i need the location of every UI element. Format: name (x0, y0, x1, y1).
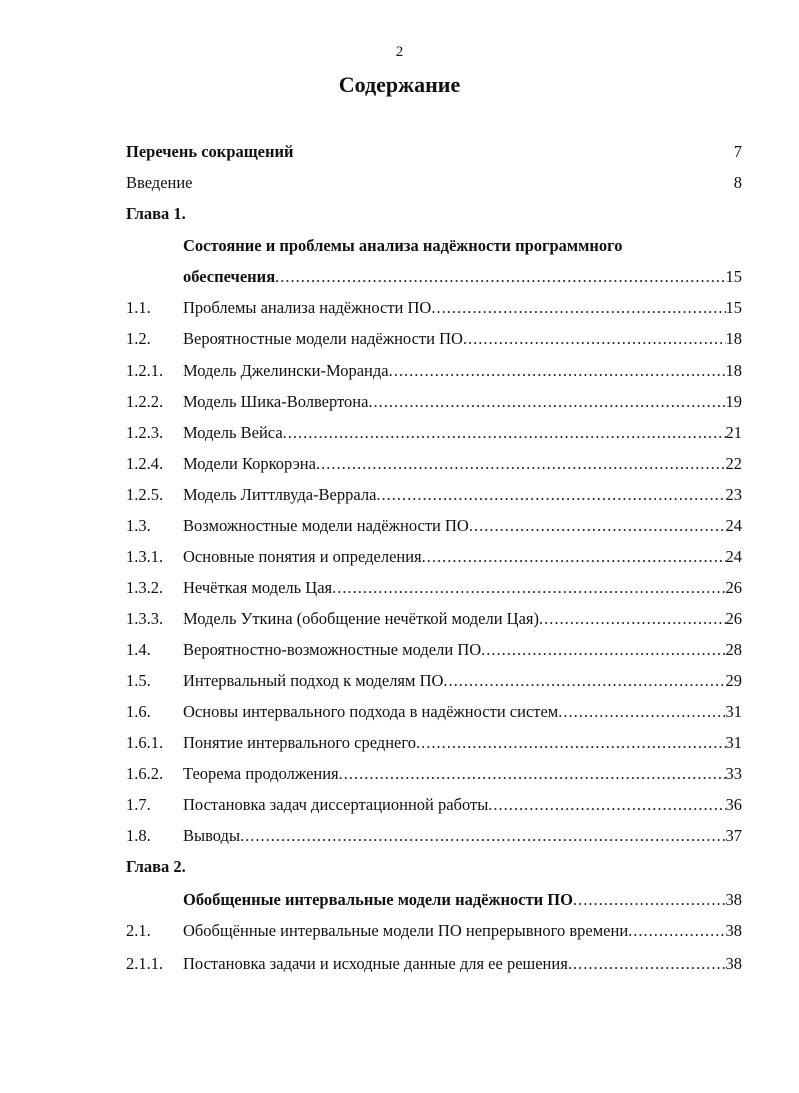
toc-entry-number: 1.1. (126, 298, 151, 317)
dot-leader (463, 327, 726, 351)
toc-entry-body (183, 638, 742, 662)
toc-entry[interactable] (126, 202, 742, 226)
toc-entry-number: 1.8. (126, 826, 151, 845)
toc-entry-title: Модель Вейса (183, 423, 283, 442)
toc-entry[interactable] (126, 919, 742, 943)
toc-entry[interactable] (126, 483, 742, 507)
toc-entry-page: 38 (725, 954, 742, 973)
dot-leader (294, 140, 734, 164)
toc-entry-body (126, 202, 742, 226)
toc-entry[interactable] (126, 762, 742, 786)
toc-entry-title: Перечень сокращений (126, 142, 294, 161)
toc-entry-body (183, 762, 742, 786)
dot-leader (422, 545, 726, 569)
toc-entry-title: Выводы (183, 826, 241, 845)
dot-leader (488, 793, 725, 817)
toc-entry-body (183, 296, 742, 320)
toc-entry-number: 1.3.3. (126, 609, 164, 628)
dot-leader (389, 359, 726, 383)
toc-entry-number: 1.3. (126, 516, 151, 535)
toc-entry[interactable] (126, 793, 742, 817)
toc-entry-title: Модель Джелински-Моранда (183, 361, 389, 380)
toc-entry-body (183, 952, 742, 976)
toc-entry-page: 15 (725, 267, 742, 286)
toc-entry-body (126, 171, 742, 195)
toc-entry-title: Глава 1. (126, 204, 186, 223)
toc-entry-page: 26 (725, 578, 742, 597)
toc-entry-title: Вероятностные модели надёжности ПО (183, 329, 463, 348)
toc-entry-body (183, 919, 742, 943)
toc-entry-page: 37 (725, 826, 742, 845)
toc-entry-title: Понятие интервального среднего (183, 733, 416, 752)
toc-entry-body (183, 731, 742, 755)
toc-entry-number: 1.7. (126, 795, 151, 814)
toc-entry-page: 31 (725, 702, 742, 721)
toc-entry-number: 1.6.1. (126, 733, 164, 752)
toc-entry[interactable] (126, 888, 742, 912)
toc-entry-title: Теорема продолжения (183, 764, 339, 783)
toc-entry[interactable] (126, 390, 742, 414)
page-number: 2 (395, 44, 404, 60)
toc-entry-body (183, 669, 742, 693)
toc-entry-body (183, 607, 742, 631)
toc-entry[interactable] (126, 359, 742, 383)
dot-leader (186, 855, 742, 879)
toc-entry-body (183, 514, 742, 538)
toc-entry-title: Глава 2. (126, 857, 186, 876)
toc-entry[interactable] (126, 669, 742, 693)
toc-entry-title: Обобщенные интервальные модели надёжности ПО (183, 890, 573, 909)
toc-entry-number: 1.6. (126, 702, 151, 721)
page-title: Содержание (338, 72, 461, 97)
toc-entry-title: Обобщённые интервальные модели ПО непрерывного времени (183, 921, 629, 940)
toc-entry[interactable] (126, 171, 742, 195)
toc-entry-title: Модель Шика-Волвертона (183, 392, 369, 411)
toc-entry-body (183, 483, 742, 507)
toc-entry-title: Модели Коркорэна (183, 454, 316, 473)
dot-leader (481, 638, 725, 662)
toc-entry-page: 24 (725, 516, 742, 535)
toc-entry-body (183, 234, 742, 258)
dot-leader (316, 452, 726, 476)
toc-entry-title: обеспечения (183, 267, 276, 286)
dot-leader (539, 607, 726, 631)
toc-entry-title: Основные понятия и определения (183, 547, 422, 566)
toc-entry-body (183, 700, 742, 724)
dot-leader (558, 700, 725, 724)
dot-leader (332, 576, 725, 600)
toc-entry-body (183, 576, 742, 600)
toc-entry[interactable] (126, 638, 742, 662)
toc-entry-page: 18 (725, 361, 742, 380)
toc-entry[interactable] (126, 421, 742, 445)
toc-entry-body (126, 855, 742, 879)
toc-entry-number: 1.6.2. (126, 764, 164, 783)
toc-entry-number: 1.2.1. (126, 361, 164, 380)
toc-entry[interactable] (126, 140, 742, 164)
toc-entry[interactable] (126, 607, 742, 631)
dot-leader (469, 514, 726, 538)
dot-leader (376, 483, 725, 507)
toc-entry[interactable] (126, 296, 742, 320)
dot-leader (443, 669, 725, 693)
toc-entry[interactable] (126, 731, 742, 755)
toc-entry-page: 38 (725, 921, 742, 940)
toc-entry[interactable] (126, 327, 742, 351)
dot-leader (339, 762, 726, 786)
toc-entry-title: Основы интервального подхода в надёжности систем (183, 702, 559, 721)
toc-entry-page: 18 (725, 329, 742, 348)
toc-entry[interactable] (126, 952, 742, 976)
toc-entry-title: Постановка задач диссертационной работы (183, 795, 489, 814)
toc-entry-number: 1.2. (126, 329, 151, 348)
toc-entry[interactable] (126, 855, 742, 879)
toc-entry-page: 19 (725, 392, 742, 411)
toc-entry-body (126, 140, 742, 164)
dot-leader (368, 390, 725, 414)
toc-entry-title: Возможностные модели надёжности ПО (183, 516, 469, 535)
toc-entry[interactable] (126, 700, 742, 724)
toc-entry-page: 38 (725, 890, 742, 909)
toc-entry-number: 2.1.1. (126, 954, 164, 973)
toc-entry-body (183, 390, 742, 414)
toc-entry-number: 1.2.4. (126, 454, 164, 473)
toc-entry-title: Интервальный подход к моделям ПО (183, 671, 444, 690)
toc-entry-body (183, 265, 742, 289)
toc-entry-number: 1.3.2. (126, 578, 164, 597)
toc-entry-page: 36 (725, 795, 742, 814)
toc-entry-page: 23 (725, 485, 742, 504)
toc-entry-page: 29 (725, 671, 742, 690)
toc-entry-page: 8 (733, 173, 742, 192)
toc-entry-number: 1.2.2. (126, 392, 164, 411)
toc-entry-page: 7 (733, 142, 742, 161)
toc-entry-title: Вероятностно-возможностные модели ПО (183, 640, 482, 659)
toc-entry-title: Нечёткая модель Цая (183, 578, 333, 597)
dot-leader (283, 421, 726, 445)
toc-entry-body (183, 824, 742, 848)
toc-entry-page: 28 (725, 640, 742, 659)
dot-leader (275, 265, 725, 289)
dot-leader (431, 296, 725, 320)
dot-leader (240, 824, 725, 848)
toc-entry-title: Постановка задачи и исходные данные для ее решения (183, 954, 568, 973)
toc-entry-page: 15 (725, 298, 742, 317)
toc-entry-page: 31 (725, 733, 742, 752)
toc-entry-number: 1.4. (126, 640, 151, 659)
toc-entry[interactable] (126, 824, 742, 848)
toc-entry[interactable] (126, 576, 742, 600)
toc-entry-body (183, 421, 742, 445)
toc-entry-body (183, 793, 742, 817)
toc-entry-body (183, 545, 742, 569)
dot-leader (628, 919, 725, 943)
toc-entry-title: Модель Уткина (обобщение нечёткой модели Цая) (183, 609, 539, 628)
toc-entry-body (183, 359, 742, 383)
dot-leader (568, 952, 726, 976)
toc-entry-page: 21 (725, 423, 742, 442)
toc-entry-number: 1.3.1. (126, 547, 164, 566)
toc-entry[interactable] (126, 234, 742, 258)
toc-entry-title: Проблемы анализа надёжности ПО (183, 298, 432, 317)
toc-entry-title: Состояние и проблемы анализа надёжности программного (183, 236, 623, 255)
toc-entry-number: 1.2.5. (126, 485, 164, 504)
toc-entry-title: Модель Литтлвуда-Веррала (183, 485, 377, 504)
toc-entry-number: 1.2.3. (126, 423, 164, 442)
toc-entry-body (183, 327, 742, 351)
toc-entry[interactable] (126, 265, 742, 289)
toc-entry-body (183, 452, 742, 476)
toc-entry-body (183, 888, 742, 912)
toc-entry[interactable] (126, 514, 742, 538)
toc-entry[interactable] (126, 545, 742, 569)
dot-leader (622, 234, 742, 258)
toc-entry[interactable] (126, 452, 742, 476)
dot-leader (573, 888, 726, 912)
toc-entry-number: 2.1. (126, 921, 151, 940)
toc-entry-title: Введение (126, 173, 193, 192)
toc-entry-number: 1.5. (126, 671, 151, 690)
dot-leader (416, 731, 726, 755)
dot-leader (193, 171, 734, 195)
dot-leader (186, 202, 742, 226)
toc-entry-page: 26 (725, 609, 742, 628)
toc-entry-page: 22 (725, 454, 742, 473)
toc-entry-page: 24 (725, 547, 742, 566)
toc-entry-page: 33 (725, 764, 742, 783)
